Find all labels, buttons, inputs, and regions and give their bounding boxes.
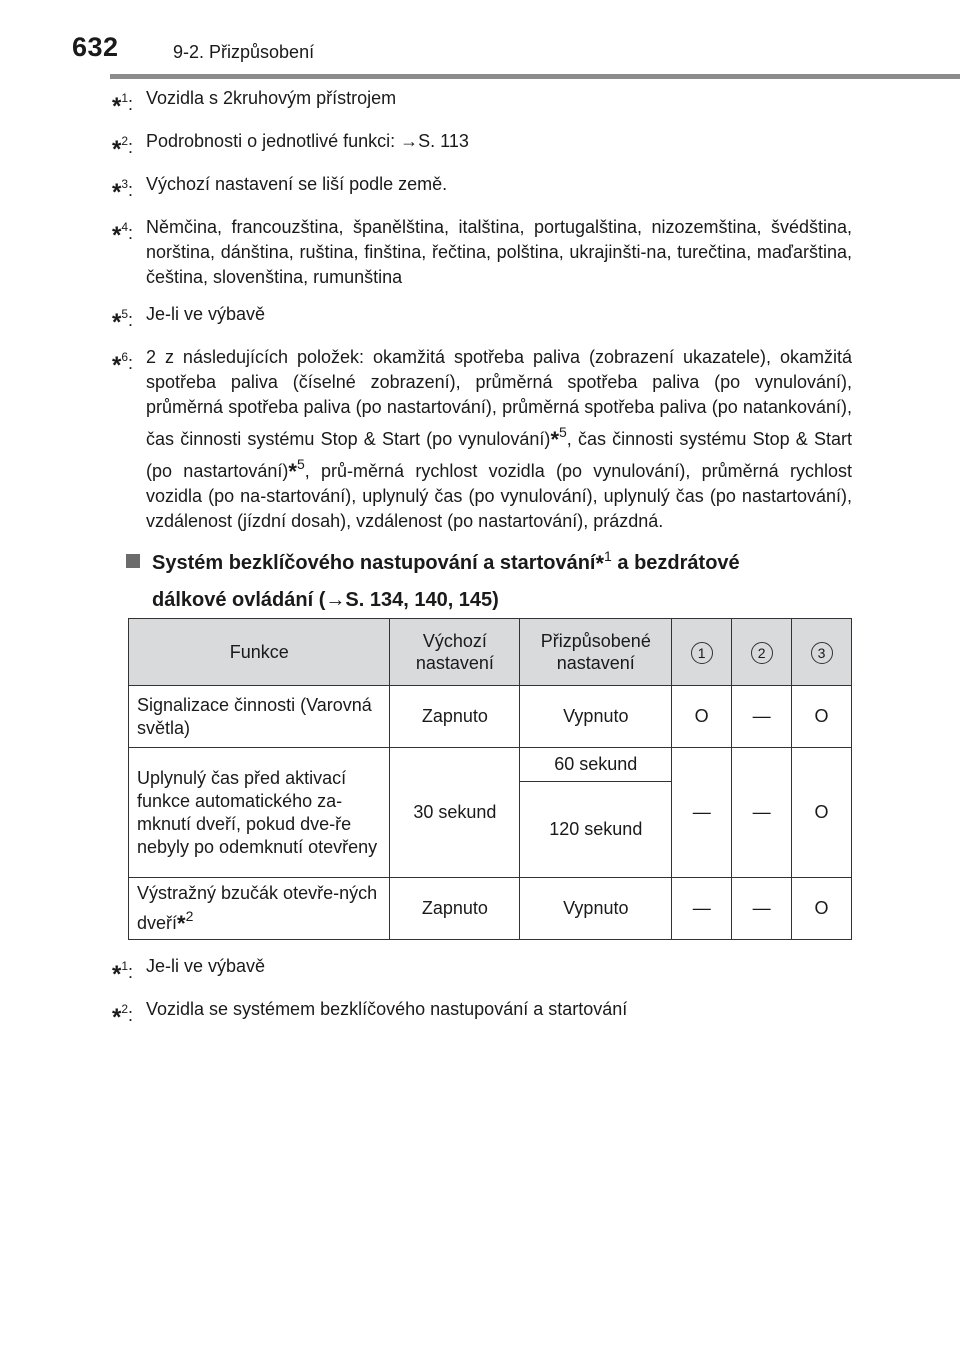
section-subheading: Systém bezklíčového nastupování a startování*$^1$ a bezdrátové dálkové ovládání (→S. 134, 140, 145)	[126, 538, 852, 618]
table-subrow: 120 sekund	[129, 782, 852, 878]
footnote-1: *$^1$: Vozidla s 2kruhovým přístrojem	[112, 88, 397, 120]
header-rule	[110, 74, 960, 79]
header-default: Výchozí nastavení	[390, 619, 520, 686]
header-col-1: 1	[672, 619, 732, 686]
table-row: Výstražný bzučák otevře-ných dveří*$^2$ Zapnuto Vypnuto — — O	[129, 878, 852, 940]
header-custom: Přizpůsobené nastavení	[520, 619, 672, 686]
footnote-2: *$^2$: Podrobnosti o jednotlivé funkci: →S. 113	[112, 131, 469, 163]
footnotes-top	[112, 86, 852, 546]
section-title: 9-2. Přizpůsobení	[173, 42, 315, 62]
footnote-3: *$^3$: Výchozí nastavení se liší podle země.	[112, 174, 448, 206]
table-row: Signalizace činnosti (Varovná světla) Zapnuto Vypnuto O — O	[129, 686, 852, 748]
settings-table	[128, 618, 852, 940]
header-col-2: 2	[732, 619, 792, 686]
footnotes-bottom	[112, 954, 852, 1040]
table-footnote-1: *$^1$: Je-li ve výbavě	[112, 956, 266, 988]
header-function: Funkce	[129, 619, 390, 686]
table-header-row	[129, 619, 852, 686]
page-header	[0, 0, 960, 80]
page-number: 632	[72, 32, 119, 62]
footnote-4: *$^4$: Němčina, francouzština, španělština, italština, portugalština, nizozemština, švédština, norština, dánština, ruština, finština, řečtina, polština, ukrajinšti-na, turečtina, maďarština, čeština, slovenština, rumunština	[112, 217, 852, 287]
footnote-5: *$^5$: Je-li ve výbavě	[112, 304, 266, 336]
square-bullet-icon	[126, 554, 140, 568]
header-col-3: 3	[792, 619, 852, 686]
table-row: Uplynulý čas před aktivací funkce automatického za-mknutí dveří, pokud dve-ře nebyly po odemknutí otevřeny 30 sekund 60 sekund — — O	[129, 748, 852, 782]
table-footnote-2: *$^2$: Vozidla se systémem bezklíčového nastupování a startování	[112, 999, 628, 1031]
footnote-6: *$^6$: 2 z následujících položek: okamžitá spotřeba paliva (zobrazení ukazatele), okamžitá spotřeba paliva (číselné zobrazení), průměrná spotřeba paliva (po vynulování), průměrná spotřeba paliva (po nastartování), průměrná spotřeba paliva (po natankování), čas činnosti systému Stop & Start (po vynulování)*$^5$, čas činnosti systému Stop & Start (po nastartování)*$^5$, prů-měrná rychlost vozidla (po vynulování), průměrná rychlost vozidla (po na-startování), uplynulý čas (po vynulování), uplynulý čas (po nastartování), vzdálenost (jízdní dosah), vzdálenost (po nastartování), prázdná.	[112, 347, 852, 531]
